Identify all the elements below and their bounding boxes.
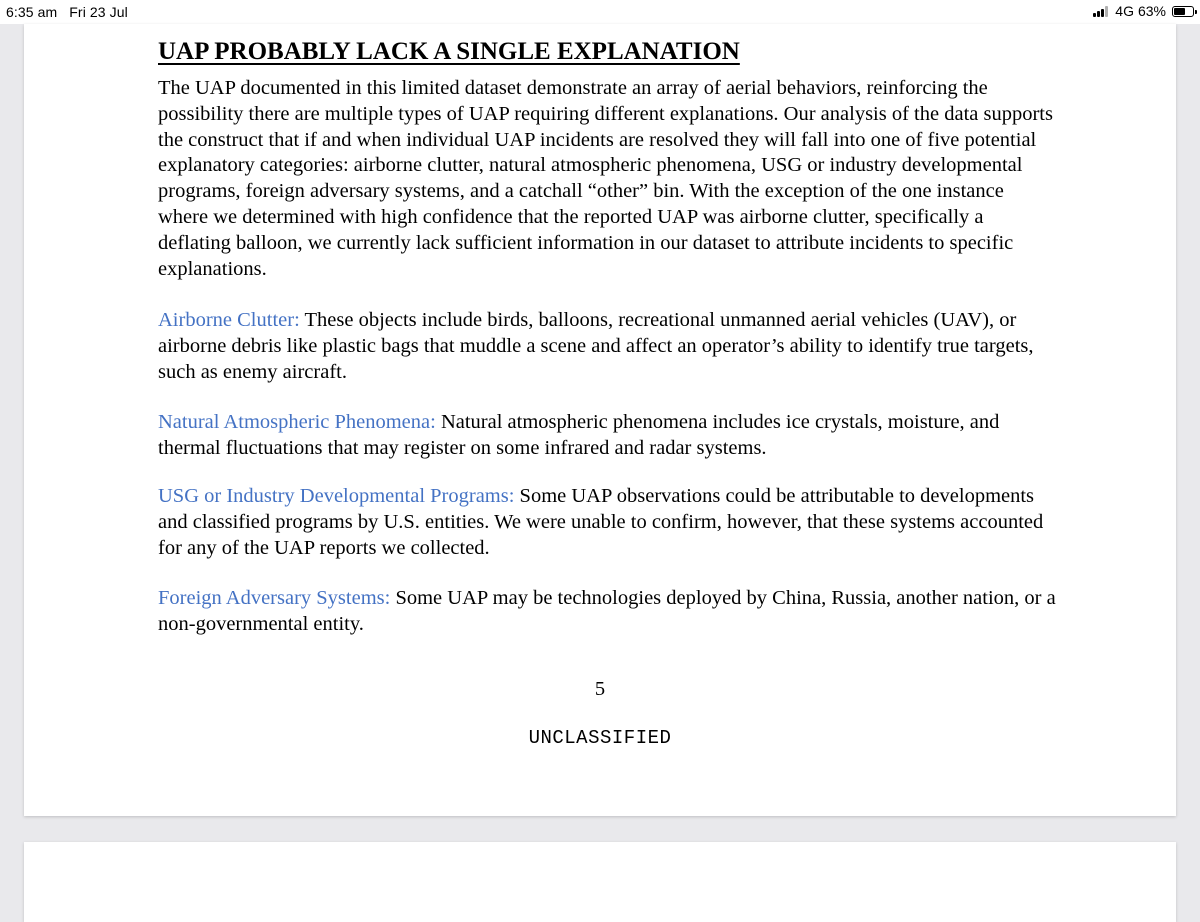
intro-paragraph: The UAP documented in this limited dataset demonstrate an array of aerial behaviors, reinforcing the possibility there are multiple types of UAP requiring different explanations. Our analysis of the data supports the construct that if and when individual UAP incidents are resolved they will fall into one of five potential explanatory categories: airborne clutter, natural atmospheric phenomena, USG or industry developmental programs, foreign adversary systems, and a catchall “other” bin. With the exception of the one instance where we determined with high confidence that the reported UAP was airborne clutter, specifically a deflating balloon, we currently lack sufficient information in our dataset to attribute incidents to specific explanations.: [158, 77, 1053, 280]
category-text: Natural atmospheric phenomena includes ice crystals, moisture, and thermal fluctuations that may register on some infrared and radar systems.: [158, 411, 1000, 459]
document-page[interactable]: [24, 24, 1176, 816]
category-usg-industry-programs: [158, 484, 1058, 561]
category-term: Airborne Clutter:: [158, 309, 300, 331]
status-time: 6:35 am: [6, 4, 58, 20]
status-bar: [0, 0, 1200, 24]
category-airborne-clutter: [158, 308, 1058, 385]
signal-icon: [1093, 6, 1108, 17]
category-term: Natural Atmospheric Phenomena:: [158, 411, 436, 433]
battery-fill: [1174, 8, 1185, 15]
network-type: 4G: [1115, 3, 1134, 19]
category-natural-atmospheric-phenomena: [158, 410, 1058, 462]
status-time-date: [6, 4, 128, 20]
category-text: Some UAP observations could be attributable to developments and classified programs by U.S. entities. We were unable to confirm, however, that these systems accounted for any of the UAP reports we collected.: [158, 485, 1044, 559]
battery-percent: 63%: [1137, 3, 1166, 19]
next-page[interactable]: [24, 842, 1176, 922]
classification-marking: UNCLASSIFIED: [528, 727, 672, 749]
status-indicators: [1093, 3, 1194, 19]
status-date: Fri 23 Jul: [69, 4, 128, 20]
category-foreign-adversary-systems: [158, 586, 1058, 638]
category-text: Some UAP may be technologies deployed by China, Russia, another nation, or a non-governmental entity.: [158, 587, 1056, 635]
battery-icon: [1172, 6, 1194, 17]
category-term: USG or Industry Developmental Programs:: [158, 485, 515, 507]
page-title: UAP PROBABLY LACK A SINGLE EXPLANATION: [158, 38, 740, 65]
category-text: These objects include birds, balloons, recreational unmanned aerial vehicles (UAV), or airborne debris like plastic bags that muddle a scene and affect an operator’s ability to identify true targets, such as enemy aircraft.: [158, 309, 1034, 383]
category-term: Foreign Adversary Systems:: [158, 587, 391, 609]
page-number: 5: [594, 678, 606, 700]
